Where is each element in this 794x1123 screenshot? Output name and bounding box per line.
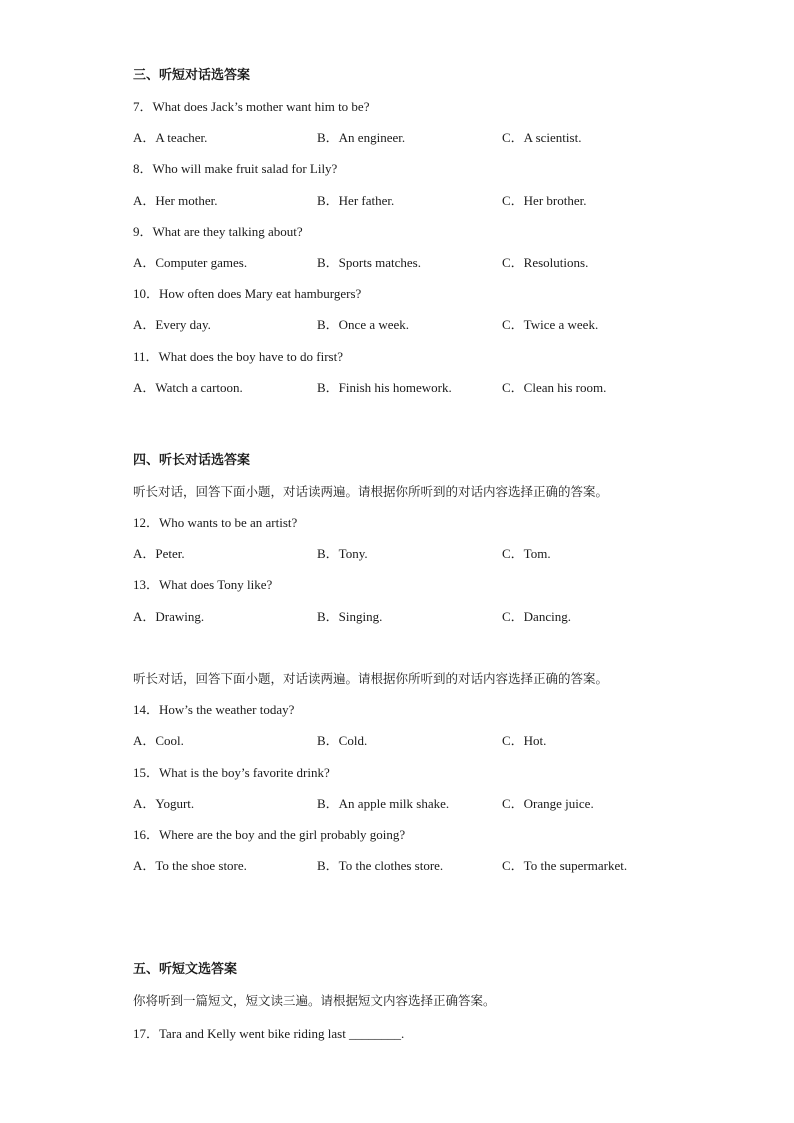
option-b: B．Once a week. xyxy=(317,317,410,332)
option-c: C．A scientist. xyxy=(502,130,582,145)
option-a: A．A teacher. xyxy=(133,130,208,145)
option-a: A．Computer games. xyxy=(133,255,248,270)
option-c: C．Resolutions. xyxy=(502,255,589,270)
option-b: B．An engineer. xyxy=(317,130,406,145)
option-a: A．Every day. xyxy=(133,317,211,332)
section-4-instruction-1: 听长对话，回答下面小题，对话读两遍。请根据你所听到的对话内容选择正确的答案。 xyxy=(133,484,609,499)
option-c: C．Twice a week. xyxy=(502,317,599,332)
option-b: B．An apple milk shake. xyxy=(317,796,450,811)
option-a: A．Watch a cartoon. xyxy=(133,380,243,395)
option-b: B．Sports matches. xyxy=(317,255,421,270)
option-a: A．Cool. xyxy=(133,733,184,748)
option-b: B．Cold. xyxy=(317,733,368,748)
option-c: C．To the supermarket. xyxy=(502,858,628,873)
question-17: 17．Tara and Kelly went bike riding last ________. xyxy=(133,1026,405,1041)
section-5-heading: 五、听短文选答案 xyxy=(133,962,238,977)
option-b: B．Her father. xyxy=(317,193,395,208)
option-a: A．Yogurt. xyxy=(133,796,195,811)
option-c: C．Tom. xyxy=(502,546,551,561)
section-4-instruction-2: 听长对话，回答下面小题，对话读两遍。请根据你所听到的对话内容选择正确的答案。 xyxy=(133,671,609,686)
question-7: 7．What does Jack’s mother want him to be? xyxy=(133,99,370,114)
option-b: B．Finish his homework. xyxy=(317,380,452,395)
option-c: C．Orange juice. xyxy=(502,796,594,811)
option-a: A．Peter. xyxy=(133,546,185,561)
option-a: A．Drawing. xyxy=(133,609,205,624)
question-14: 14．How’s the weather today? xyxy=(133,702,295,717)
question-9: 9．What are they talking about? xyxy=(133,224,303,239)
section-3-heading: 三、听短对话选答案 xyxy=(133,68,251,83)
option-b: B．Tony. xyxy=(317,546,368,561)
option-c: C．Her brother. xyxy=(502,193,587,208)
section-4-heading: 四、听长对话选答案 xyxy=(133,453,251,468)
section-5-instruction: 你将听到一篇短文，短文读三遍。请根据短文内容选择正确答案。 xyxy=(133,993,496,1008)
option-b: B．Singing. xyxy=(317,609,383,624)
option-c: C．Dancing. xyxy=(502,609,571,624)
option-a: A．Her mother. xyxy=(133,193,218,208)
question-10: 10．How often does Mary eat hamburgers? xyxy=(133,286,362,301)
question-16: 16．Where are the boy and the girl probably going? xyxy=(133,827,406,842)
option-c: C．Clean his room. xyxy=(502,380,607,395)
question-11: 11．What does the boy have to do first? xyxy=(133,349,343,364)
question-8: 8．Who will make fruit salad for Lily? xyxy=(133,161,338,176)
question-13: 13．What does Tony like? xyxy=(133,577,273,592)
option-a: A．To the shoe store. xyxy=(133,858,247,873)
option-c: C．Hot. xyxy=(502,733,547,748)
question-12: 12．Who wants to be an artist? xyxy=(133,515,298,530)
option-b: B．To the clothes store. xyxy=(317,858,444,873)
question-15: 15．What is the boy’s favorite drink? xyxy=(133,765,330,780)
